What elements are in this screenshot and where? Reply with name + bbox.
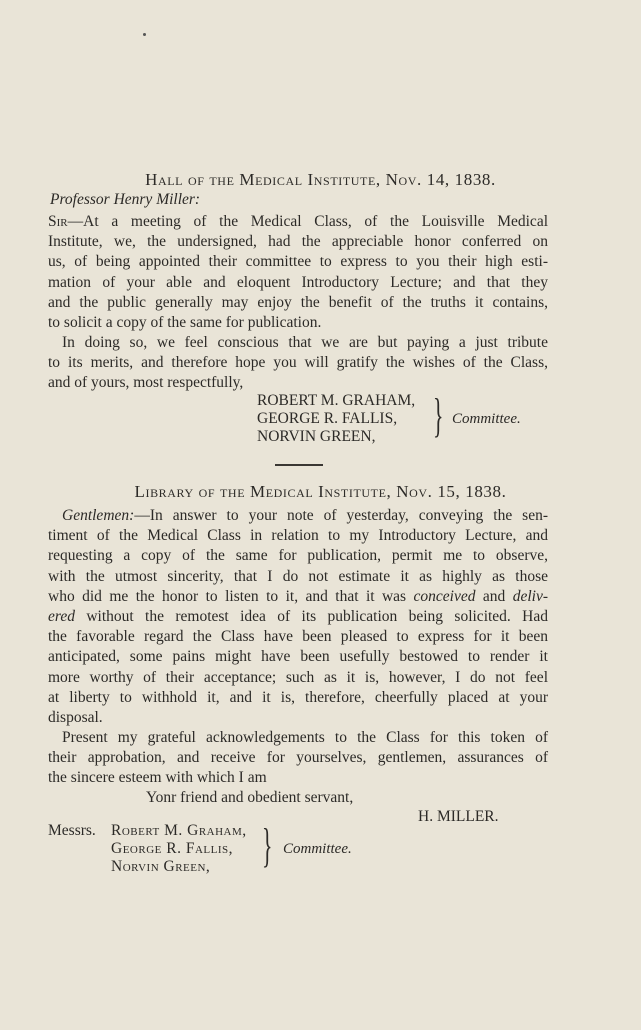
letter2-paragraph1 <box>48 506 548 728</box>
text-line: Gentlemen:—In answer to your note of yesterday, conveying the sen- <box>62 507 548 524</box>
text-line: ered without the remotest idea of its publication being solicited. Had <box>48 608 548 626</box>
letter2-committee-label: Committee. <box>283 841 352 857</box>
text-line: requesting a copy of the same for publication, permit me to observe, <box>48 547 548 565</box>
text-line: disposal. <box>48 709 103 727</box>
letter1-paragraph2 <box>48 333 548 394</box>
closing-line: Yonr friend and obedient servant, <box>146 789 354 806</box>
brace-icon: } <box>262 819 273 872</box>
signer-name: GEORGE R. FALLIS, <box>257 410 398 427</box>
letter2-heading: Library of the Medical Institute, Nov. 15, 1838. <box>134 482 507 501</box>
letter1-paragraph1 <box>48 212 548 333</box>
text-line: and the public generally may enjoy the benefit of the truths it contains, <box>48 293 548 311</box>
text-line: more worthy of their acceptance; such as it is, however, I do not feel <box>48 668 548 686</box>
signature: H. MILLER. <box>418 808 499 825</box>
text-line: their approbation, and receive for yourselves, gentlemen, assurances of <box>48 749 548 767</box>
brace-icon: } <box>433 389 444 442</box>
text-line: who did me the honor to listen to it, and that it was conceived and deliv- <box>48 587 548 605</box>
text-line: mation of your able and eloquent Introductory Lecture; and that they <box>48 273 548 291</box>
letter1-signers <box>257 392 415 446</box>
letter1-addressee: Professor Henry Miller: <box>50 191 201 208</box>
text-line: at liberty to withhold it, and it is, therefore, cheerfully placed at your <box>48 688 548 706</box>
recipient-name: George R. Fallis, <box>111 840 233 857</box>
text-line: the sincere esteem with which I am <box>48 769 267 787</box>
letter1-committee-label: Committee. <box>452 411 521 427</box>
text-line: with the utmost sincerity, that I do not estimate it as highly as those <box>48 567 548 585</box>
signer-name: ROBERT M. GRAHAM, <box>257 392 416 409</box>
text-line: the favorable regard the Class have been pleased to express for it been <box>48 628 548 646</box>
letter2-paragraph2 <box>48 728 548 789</box>
letter1-heading: Hall of the Medical Institute, Nov. 14, 1838. <box>145 170 496 189</box>
recipient-name: Robert M. Graham, <box>111 822 247 839</box>
text-line: In doing so, we feel conscious that we are but paying a just tribute <box>62 334 548 351</box>
text-line: Present my grateful acknowledgements to the Class for this token of <box>62 729 548 746</box>
text-line: and of yours, most respectfully, <box>48 374 244 392</box>
text-line: anticipated, some pains might have been usefully bestowed to render it <box>48 648 548 666</box>
letter2-recipients <box>111 822 247 876</box>
ink-speck <box>143 33 146 36</box>
text-line: to its merits, and therefore hope you will gratify the wishes of the Class, <box>48 354 548 372</box>
signer-name: NORVIN GREEN, <box>257 428 376 445</box>
text-line: Sir—At a meeting of the Medical Class, of the Louisville Medical <box>48 213 548 230</box>
text-line: to solicit a copy of the same for publication. <box>48 314 322 332</box>
recipient-name: Norvin Green, <box>111 858 211 875</box>
section-divider <box>275 464 323 466</box>
text-line: us, of being appointed their committee to express to you their high esti- <box>48 253 548 271</box>
text-line: Institute, we, the undersigned, had the appreciable honor conferred on <box>48 233 548 251</box>
messrs-label: Messrs. <box>48 822 96 839</box>
text-line: timent of the Medical Class in relation to my Introductory Lecture, and <box>48 527 548 545</box>
